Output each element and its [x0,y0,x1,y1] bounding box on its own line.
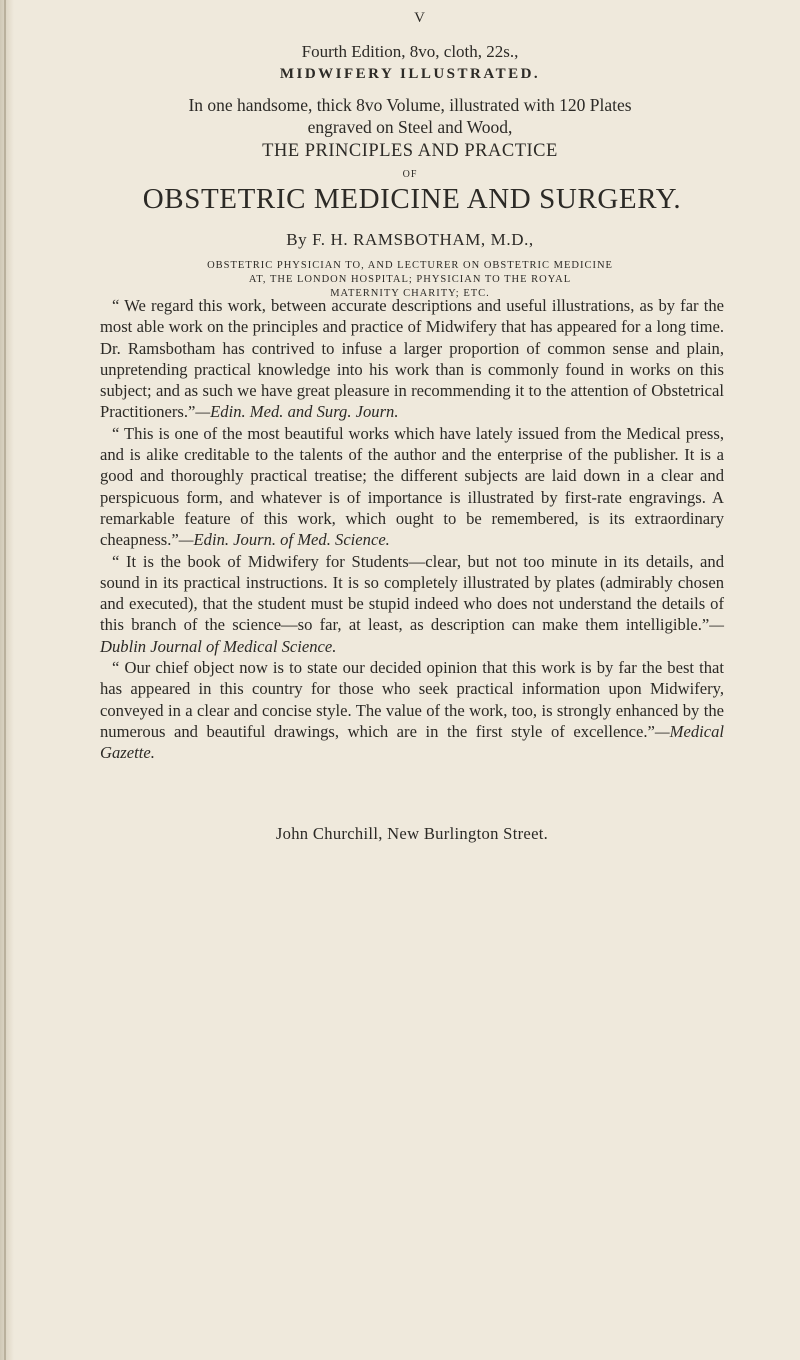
review-paragraph [100,423,724,551]
review-source: —Edin. Med. and Surg. Journ. [195,402,399,422]
review-text: “ Our chief object now is to state our decided opinion that this work is by far the best that has appeared in this country for those who seek practical information upon Midwifery, conveyed in a clear and concise style. The value of the work, too, is strongly enhanced by the numerous and beautiful drawings, which are in the first style of excellence.” [100,658,724,741]
subject-heading: MIDWIFERY ILLUSTRATED. [279,66,541,82]
volume-description [100,94,720,138]
gutter-line [4,0,6,1360]
volume-description-line-1: In one handsome, thick 8vo Volume, illustrated with 120 Plates [188,95,632,115]
book-spine-edge [0,0,14,1360]
review-text: “ It is the book of Midwifery for Students—clear, but not too minute in its details, and sound in its practical instructions. It is so completely illustrated by plates (admirably chosen and executed), that the student must be stupid indeed who does not understand the details of this branch of the science—so far, at least, as description can make them intelligible.” [100,551,724,635]
press-reviews [100,295,724,764]
title-of: OF [402,169,418,180]
title-line-1: THE PRINCIPLES AND PRACTICE [262,141,558,161]
review-source: —Medical Gazette. [100,721,724,763]
review-text: “ We regard this work, between accurate descriptions and useful illustrations, as by far the most able work on the principles and practice of Midwifery that has appeared for a long time. Dr. Ramsbotham has contrived to infuse a larger proportion of common sense and plain, unpretending practical knowledge into his work than is commonly found in works on this subject; and as such we have great pleasure in recommending it to the attention of Obstetrical Practitioners.” [100,296,724,422]
review-text: “ This is one of the most beautiful works which have lately issued from the Medical press, and is alike creditable to the talents of the author and the enterprise of the publisher. It is a good and thoroughly practical treatise; the different subjects are laid down in a clear and perspicuous form, and whatever is of importance is illustrated by first-rate engravings. A remarkable feature of this work, which ought to be remembered, is its extraordinary cheapness.” [100,423,724,550]
review-paragraph [100,295,724,423]
review-paragraph [100,551,724,657]
credentials-line-2: AT, THE LONDON HOSPITAL; PHYSICIAN TO THE ROYAL [248,274,572,285]
publisher-imprint: John Churchill, New Burlington Street. [275,824,549,843]
page-number: V [414,10,426,26]
credentials-line-1: OBSTETRIC PHYSICIAN TO, AND LECTURER ON OBSTETRIC MEDICINE [207,260,613,271]
review-paragraph [100,657,724,763]
review-source: —Edin. Journ. of Med. Science. [178,530,390,550]
volume-description-line-2: engraved on Steel and Wood, [307,117,513,137]
credentials-line-3: MATERNITY CHARITY; ETC. [330,288,490,299]
author-line: By F. H. RAMSBOTHAM, M.D., [286,230,534,249]
book-title: OBSTETRIC MEDICINE AND SURGERY. [142,183,682,215]
edition-line: Fourth Edition, 8vo, cloth, 22s., [301,42,519,61]
review-source: —Dublin Journal of Medical Science. [100,615,724,656]
